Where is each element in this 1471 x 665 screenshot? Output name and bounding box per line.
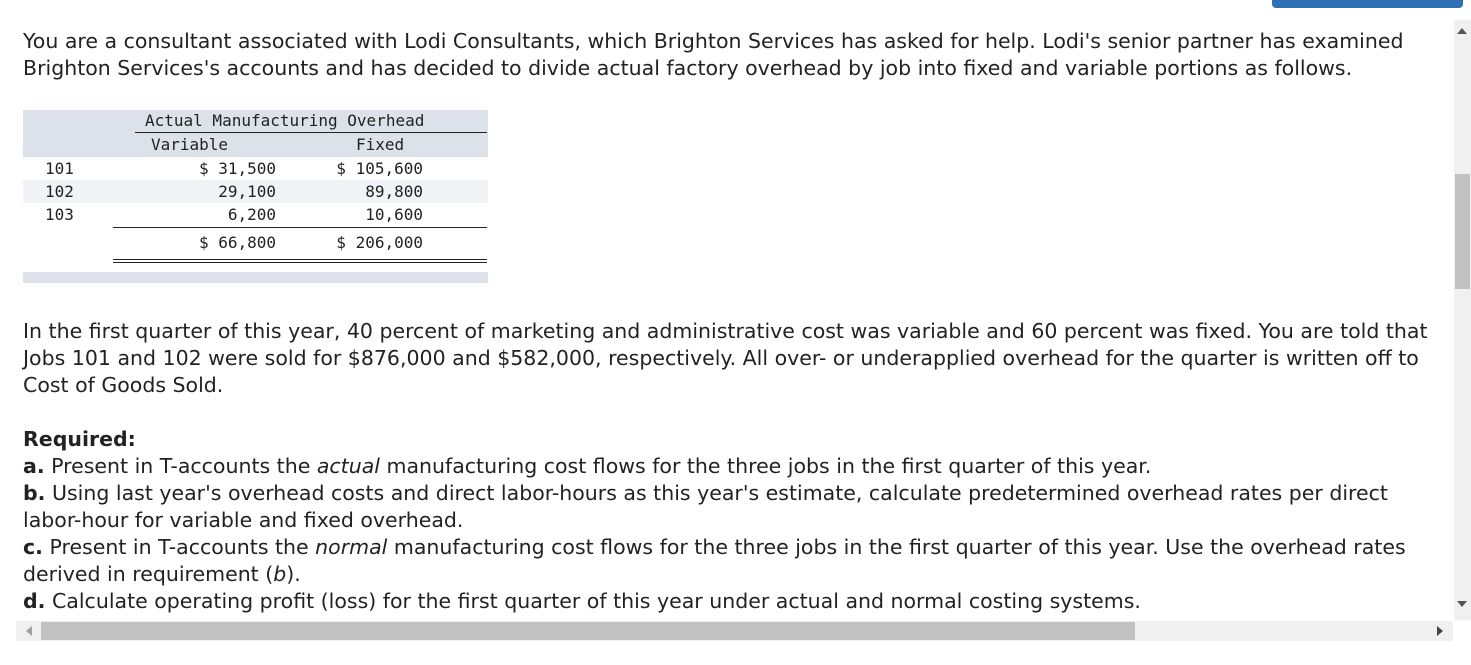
requirement-b: b. Using last year's overhead costs and direct labor-hours as this year's estimate, calculate predetermined overhead rates per direct labor-hour for variable and fixed overhead. bbox=[23, 481, 1388, 532]
variable-value: $ 31,500 bbox=[198, 159, 276, 178]
scroll-left-arrow-icon[interactable] bbox=[26, 626, 32, 636]
scroll-down-arrow-icon[interactable] bbox=[1457, 601, 1467, 607]
column-header-variable: Variable bbox=[151, 135, 229, 154]
scroll-up-arrow-icon[interactable] bbox=[1457, 28, 1467, 34]
scroll-right-arrow-icon[interactable] bbox=[1437, 626, 1443, 636]
fixed-value: 89,800 bbox=[365, 182, 423, 201]
vertical-scrollbar-thumb[interactable] bbox=[1455, 174, 1470, 289]
variable-value: 29,100 bbox=[218, 182, 276, 201]
horizontal-scrollbar-thumb[interactable] bbox=[41, 622, 1135, 640]
fixed-value: $ 105,600 bbox=[336, 159, 423, 178]
column-header-fixed: Fixed bbox=[356, 135, 405, 154]
job-number: 103 bbox=[45, 205, 74, 224]
second-paragraph: In the first quarter of this year, 40 percent of marketing and administrative cost was variable and 60 percent was fixed. You are told that Jobs 101 and 102 were sold for $876,000 and $582,000, respectively. All over- or underapplied overhead for the quarter is written off to Cost of Goods Sold. bbox=[23, 319, 1428, 397]
job-number: 101 bbox=[45, 159, 74, 178]
total-variable: $ 66,800 bbox=[198, 233, 276, 252]
job-number: 102 bbox=[45, 182, 74, 201]
requirement-a: a. Present in T-accounts the actual manufacturing cost flows for the three jobs in the first quarter of this year. bbox=[23, 454, 1152, 478]
vertical-scrollbar[interactable] bbox=[1454, 20, 1471, 620]
requirement-d: d. Calculate operating profit (loss) for the first quarter of this year under actual and normal costing systems. bbox=[23, 589, 1141, 613]
overhead-table bbox=[23, 110, 488, 283]
requirements-section bbox=[23, 426, 1433, 615]
required-heading: Required: bbox=[23, 427, 136, 451]
fixed-value: 10,600 bbox=[365, 205, 423, 224]
intro-paragraph: You are a consultant associated with Lodi Consultants, which Brighton Services has asked for help. Lodi's senior partner has examined Brighton Services's accounts and has decided to divide actual factory overhead by job into fixed and variable portions as follows. bbox=[23, 29, 1404, 80]
requirement-c: c. Present in T-accounts the normal manufacturing cost flows for the three jobs in the first quarter of this year. Use the overhead rates derived in requirement (b). bbox=[23, 535, 1406, 586]
table-group-header: Actual Manufacturing Overhead bbox=[145, 111, 425, 130]
variable-value: 6,200 bbox=[227, 205, 276, 224]
total-fixed: $ 206,000 bbox=[336, 233, 423, 252]
